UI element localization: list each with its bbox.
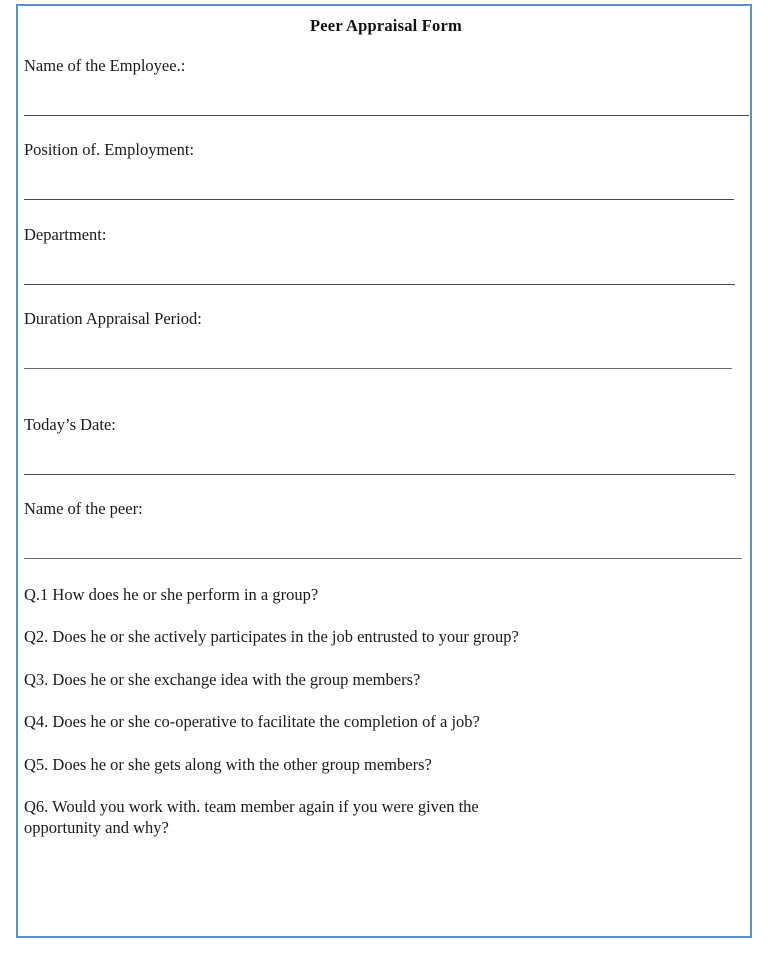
field-label: Today’s Date:: [24, 415, 116, 434]
question-item: Q.1 How does he or she perform in a group?: [24, 585, 319, 604]
question-item: Q6. Would you work with. team member again if you were given the opportunity and why?: [24, 797, 479, 837]
question-item: Q4. Does he or she co-operative to facilitate the completion of a job?: [24, 712, 480, 731]
field-write-line[interactable]: [24, 558, 742, 559]
field-label: Name of the Employee.:: [24, 56, 186, 75]
field-write-line[interactable]: [24, 284, 735, 285]
form-border: [16, 4, 752, 938]
field-write-line[interactable]: [24, 474, 735, 475]
field-label: Name of the peer:: [24, 499, 143, 518]
field-label: Department:: [24, 225, 107, 244]
question-item: Q2. Does he or she actively participates in the job entrusted to your group?: [24, 627, 519, 646]
field-write-line[interactable]: [24, 199, 734, 200]
question-item: Q5. Does he or she gets along with the other group members?: [24, 755, 432, 774]
field-write-line[interactable]: [24, 368, 732, 369]
field-label: Position of. Employment:: [24, 140, 195, 159]
field-label: Duration Appraisal Period:: [24, 309, 202, 328]
page-title: Peer Appraisal Form: [310, 16, 462, 35]
field-write-line[interactable]: [24, 115, 749, 116]
question-item: Q3. Does he or she exchange idea with the group members?: [24, 670, 421, 689]
